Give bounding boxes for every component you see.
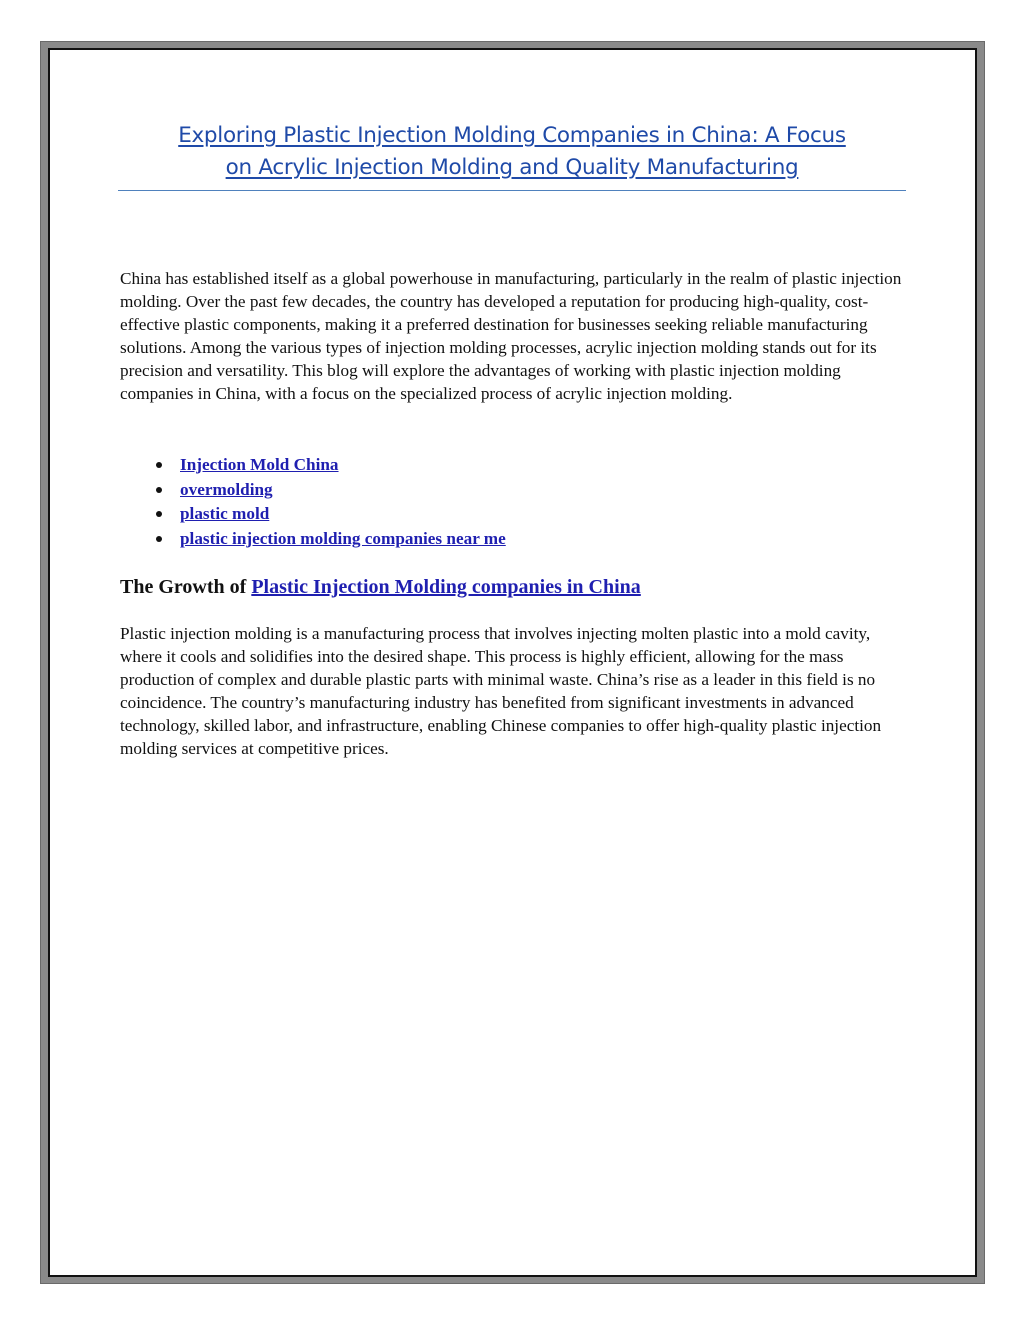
section-heading-prefix: The Growth of bbox=[120, 576, 252, 598]
document-title-line-2: on Acrylic Injection Molding and Quality Manufacturing bbox=[225, 155, 799, 180]
bullet-icon bbox=[156, 462, 162, 468]
link-overmolding[interactable]: overmolding bbox=[180, 479, 273, 499]
list-item bbox=[120, 453, 906, 478]
list-item bbox=[120, 527, 906, 552]
bullet-icon bbox=[156, 511, 162, 517]
list-item bbox=[120, 478, 906, 503]
link-injection-mold-china[interactable]: Injection Mold China bbox=[180, 455, 339, 474]
section-heading-link[interactable]: Plastic Injection Molding companies in China bbox=[251, 576, 641, 598]
list-item bbox=[120, 502, 906, 527]
document-title-line-1: Exploring Plastic Injection Molding Companies in China: A Focus bbox=[178, 123, 846, 148]
intro-paragraph: China has established itself as a global powerhouse in manufacturing, particularly in the realm of plastic injection molding. Over the past few decades, the country has developed a reputation for producing high-quality, cost-effective plastic components, making it a preferred destination for businesses seeking reliable manufacturing solutions. Among the various types of injection molding processes, acrylic injection molding stands out for its precision and versatility. This blog will explore the advantages of working with plastic injection molding companies in China, with a focus on the specialized process of acrylic injection molding. bbox=[120, 269, 902, 403]
bullet-icon bbox=[156, 536, 162, 542]
section-heading bbox=[120, 574, 641, 600]
document-title-block bbox=[118, 120, 906, 191]
section-paragraph: Plastic injection molding is a manufacturing process that involves injecting molten plastic into a mold cavity, where it cools and solidifies into the desired shape. This process is highly efficient, allowing for the mass production of complex and durable plastic parts with minimal waste. China’s rise as a leader in this field is no coincidence. The country’s manufacturing industry has benefited from significant investments in advanced technology, skilled labor, and infrastructure, enabling Chinese companies to offer high-quality plastic injection molding services at competitive prices. bbox=[120, 624, 882, 758]
related-links-list bbox=[120, 453, 906, 551]
bullet-icon bbox=[156, 487, 162, 493]
link-plastic-injection-molding-companies-near-me[interactable]: plastic injection molding companies near me bbox=[180, 528, 506, 548]
document-title bbox=[118, 120, 906, 184]
link-plastic-mold[interactable]: plastic mold bbox=[180, 504, 270, 523]
